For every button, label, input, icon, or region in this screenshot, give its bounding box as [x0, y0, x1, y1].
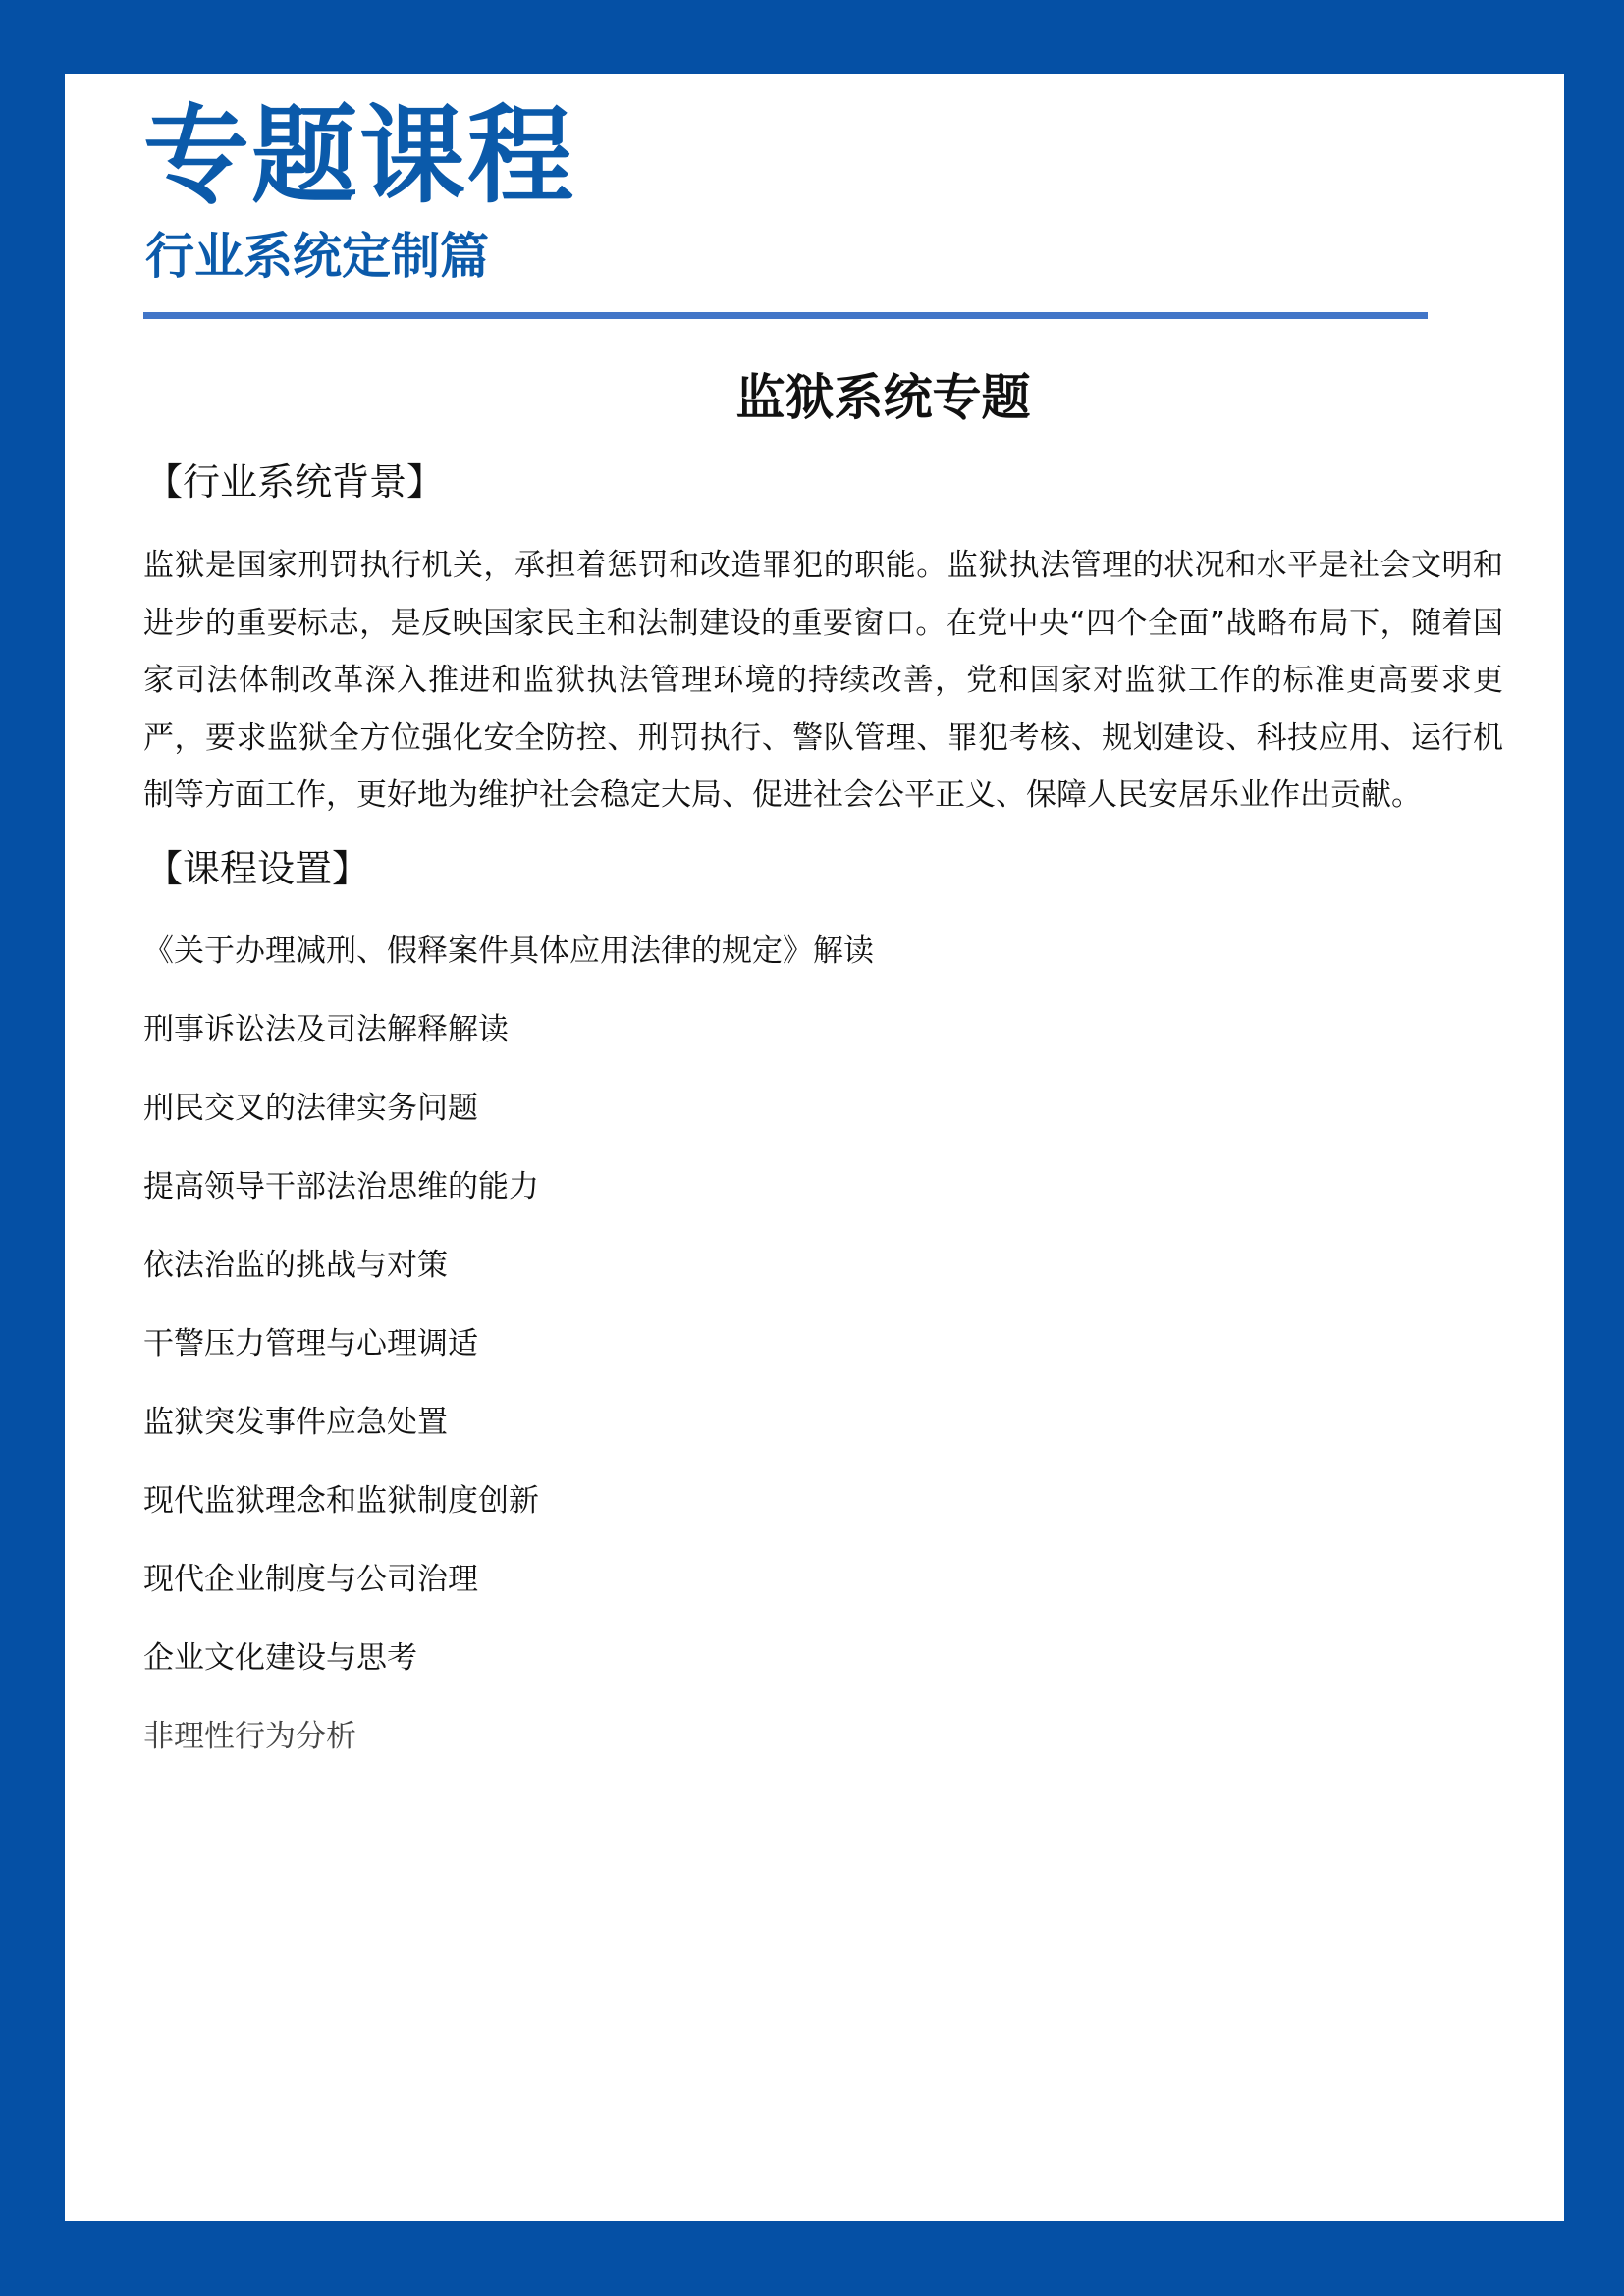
course-item: 监狱突发事件应急处置 [143, 1405, 448, 1440]
course-item: 提高领导干部法治思维的能力 [143, 1169, 539, 1204]
course-item: 刑事诉讼法及司法解释解读 [143, 1012, 509, 1047]
course-item: 企业文化建设与思考 [143, 1640, 417, 1676]
course-list [143, 930, 1420, 1793]
page [65, 74, 1564, 2221]
courses-heading: 【课程设置】 [145, 847, 370, 890]
header-divider [143, 312, 1428, 319]
course-item: 依法治监的挑战与对策 [143, 1248, 448, 1283]
course-item: 现代监狱理念和监狱制度创新 [143, 1483, 539, 1519]
background-paragraph: 监狱是国家刑罚执行机关，承担着惩罚和改造罪犯的职能。监狱执法管理的状况和水平是社会文明和进步的重要标志，是反映国家民主和法制建设的重要窗口。在党中央“四个全面”战略布局下，随着国家司法体制改革深入推进和监狱执法管理环境的持续改善，党和国家对监狱工作的标准更高要求更严，要求监狱全方位强化安全防控、刑罚执行、警队管理、罪犯考核、规划建设、科技应用、运行机制等方面工作，更好地为维护社会稳定大局、促进社会公平正义、保障人民安居乐业作出贡献。 [143, 548, 1503, 813]
course-item: 非理性行为分析 [143, 1719, 356, 1754]
header-subtitle: 行业系统定制篇 [145, 228, 489, 285]
background-heading: 【行业系统背景】 [145, 460, 445, 504]
document-title: 监狱系统专题 [735, 369, 1031, 426]
header-title: 专题课程 [143, 95, 576, 218]
course-item: 刑民交叉的法律实务问题 [143, 1091, 478, 1126]
course-item: 干警压力管理与心理调适 [143, 1326, 478, 1362]
course-item: 现代企业制度与公司治理 [143, 1562, 478, 1597]
course-item: 《关于办理减刑、假释案件具体应用法律的规定》解读 [143, 934, 874, 969]
